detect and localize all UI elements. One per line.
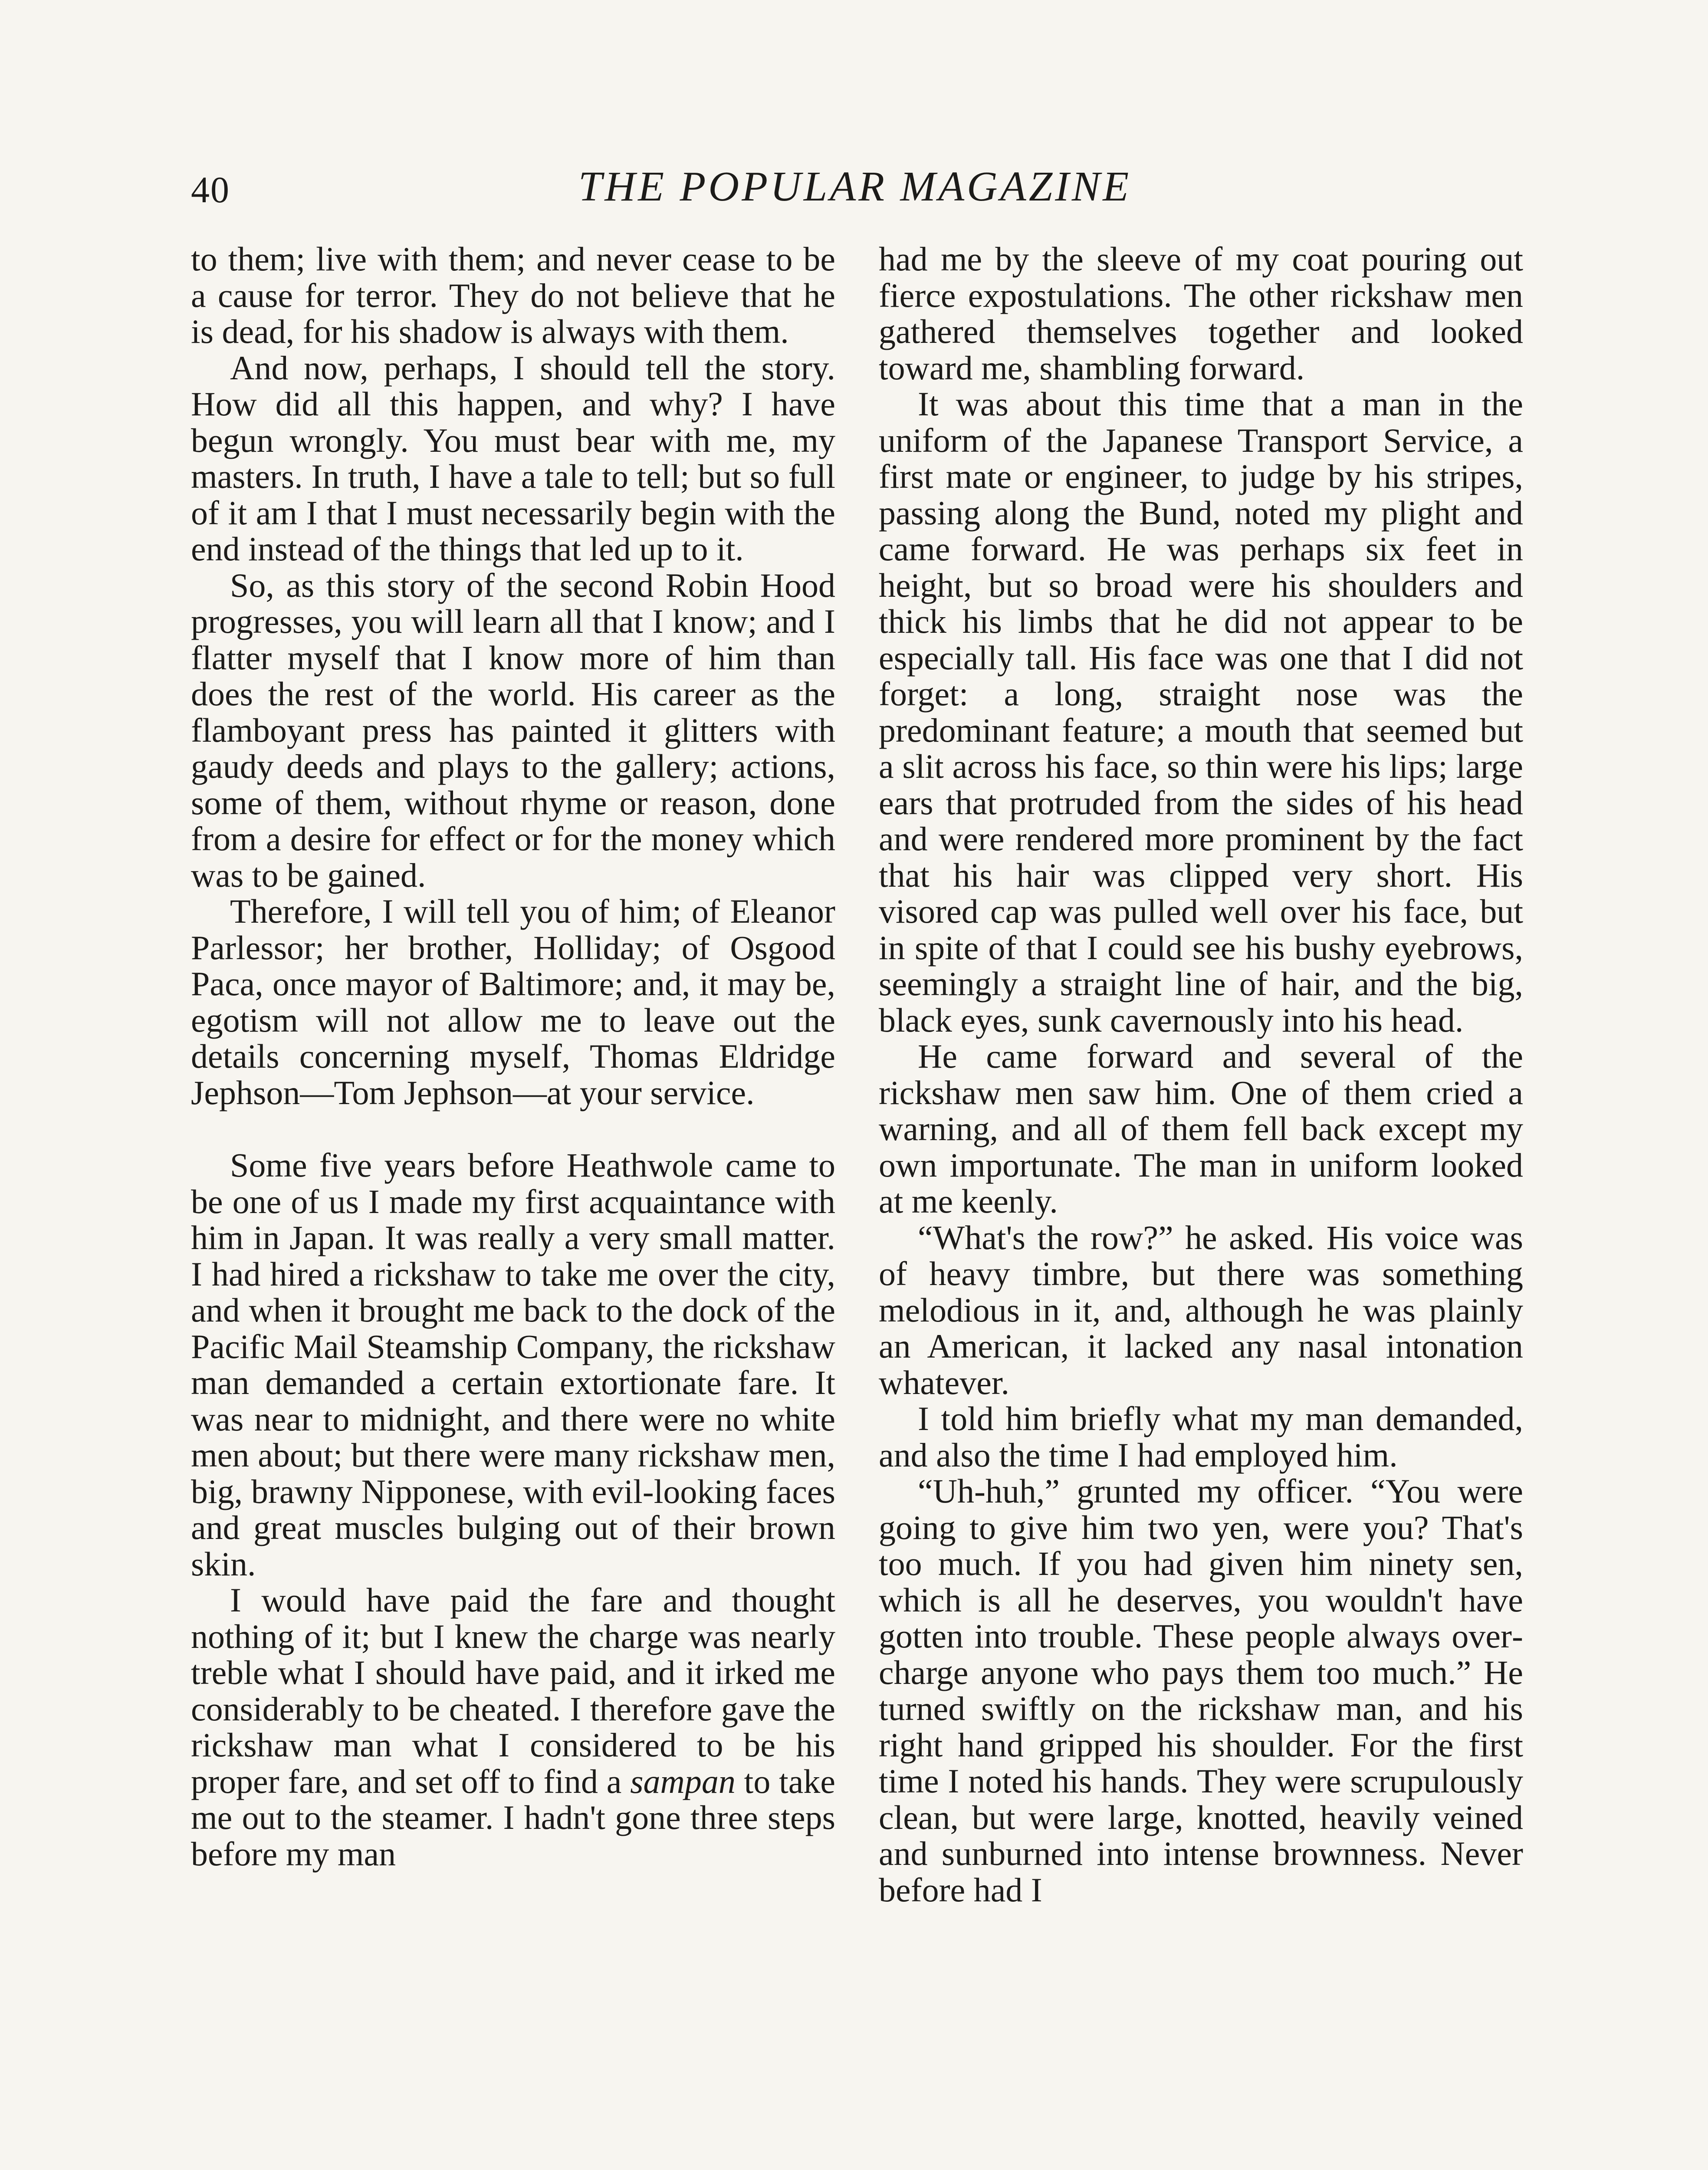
- left-text-column: [191, 241, 835, 1872]
- paragraph: [191, 1582, 835, 1872]
- paragraph: Some five years before Heathwole came to be one of us I made my first acquaintance with him in Japan. It was really a very small matter. I had hired a rickshaw to take me over the city, and when it brought me back to the dock of the Pacific Mail Steamship Company, the rickshaw man demanded a certain extortionate fare. It was near to midnight, and there were no white men about; but there were many rickshaw men, big, brawny Nipponese, with evil-looking faces and great muscles bulging out of their brown skin.: [191, 1146, 835, 1583]
- paragraph: And now, perhaps, I should tell the story. How did all this happen, and why? I have begun wrongly. You must bear with me, my masters. In truth, I have a tale to tell; but so full of it am I that I must necessarily begin with the end instead of the things that led up to it.: [191, 349, 835, 568]
- right-text-column: [879, 241, 1523, 1908]
- page-header: [191, 161, 1519, 217]
- paragraph: to them; live with them; and never cease to be a cause for terror. They do not believe that he is dead, for his shadow is always with them.: [191, 240, 835, 350]
- paragraph: “What's the row?” he asked. His voice was of heavy timbre, but there was something melodious in it, and, although he was plainly an American, it lacked any nasal intonation whatever.: [879, 1218, 1523, 1401]
- italic-word: sampan: [630, 1762, 736, 1800]
- paragraph: He came forward and several of the rickshaw men saw him. One of them cried a warning, and all of them fell back except my own importunate. The man in uniform looked at me keenly.: [879, 1037, 1523, 1220]
- paragraph: So, as this story of the second Robin Hood progresses, you will learn all that I know; and I flatter myself that I know more of him than does the rest of the world. His career as the flamboyant press has painted it glitters with gaudy deeds and plays to the gallery; actions, some of them, without rhyme or reason, done from a desire for effect or for the money which was to be gained.: [191, 566, 835, 894]
- paragraph: had me by the sleeve of my coat pouring out fierce expostulations. The other rickshaw men gathered themselves together and looked toward me, shambling forward.: [879, 240, 1523, 387]
- magazine-title: THE POPULAR MAGAZINE: [578, 163, 1132, 210]
- page-number: 40: [191, 169, 230, 210]
- paragraph: Therefore, I will tell you of him; of Eleanor Parlessor; her brother, Holliday; of Osgood Paca, once mayor of Baltimore; and, it may be, egotism will not allow me to leave out the details concerning myself, Thomas Eldridge Jephson—Tom Jephson—at your service.: [191, 892, 835, 1111]
- paragraph-text: to take me out to the steamer. I hadn't gone three steps before my man: [191, 1762, 835, 1873]
- paragraph: I told him briefly what my man demanded, and also the time I had employed him.: [879, 1400, 1523, 1474]
- paragraph-text: I would have paid the fare and thought nothing of it; but I knew the charge was nearly treble what I should have paid, and it irked me considerably to be cheated. I therefore gave the rickshaw man what I considered to be his proper fare, and set off to find a: [191, 1581, 835, 1800]
- paragraph: “Uh-huh,” grunted my officer. “You were going to give him two yen, were you? That's too much. If you had given him ninety sen, which is all he deserves, you wouldn't have gotten into trouble. These people always overcharge anyone who pays them too much.” He turned swiftly on the rickshaw man, and his right hand gripped his shoulder. For the first time I noted his hands. They were scrupulously clean, but were large, knotted, heavily veined and sunburned into intense brownness. Never before had I: [879, 1472, 1523, 1909]
- paragraph: It was about this time that a man in the uniform of the Japanese Transport Service, a first mate or engineer, to judge by his stripes, passing along the Bund, noted my plight and came forward. He was perhaps six feet in height, but so broad were his shoulders and thick his limbs that he did not appear to be especially tall. His face was one that I did not forget: a long, straight nose was the predominant feature; a mouth that seemed but a slit across his face, so thin were his lips; large ears that protruded from the sides of his head and were rendered more prominent by the fact that his hair was clipped very short. His visored cap was pulled well over his face, but in spite of that I could see his bushy eyebrows, seemingly a straight line of hair, and the big, black eyes, sunk cavernously into his head.: [879, 385, 1523, 1039]
